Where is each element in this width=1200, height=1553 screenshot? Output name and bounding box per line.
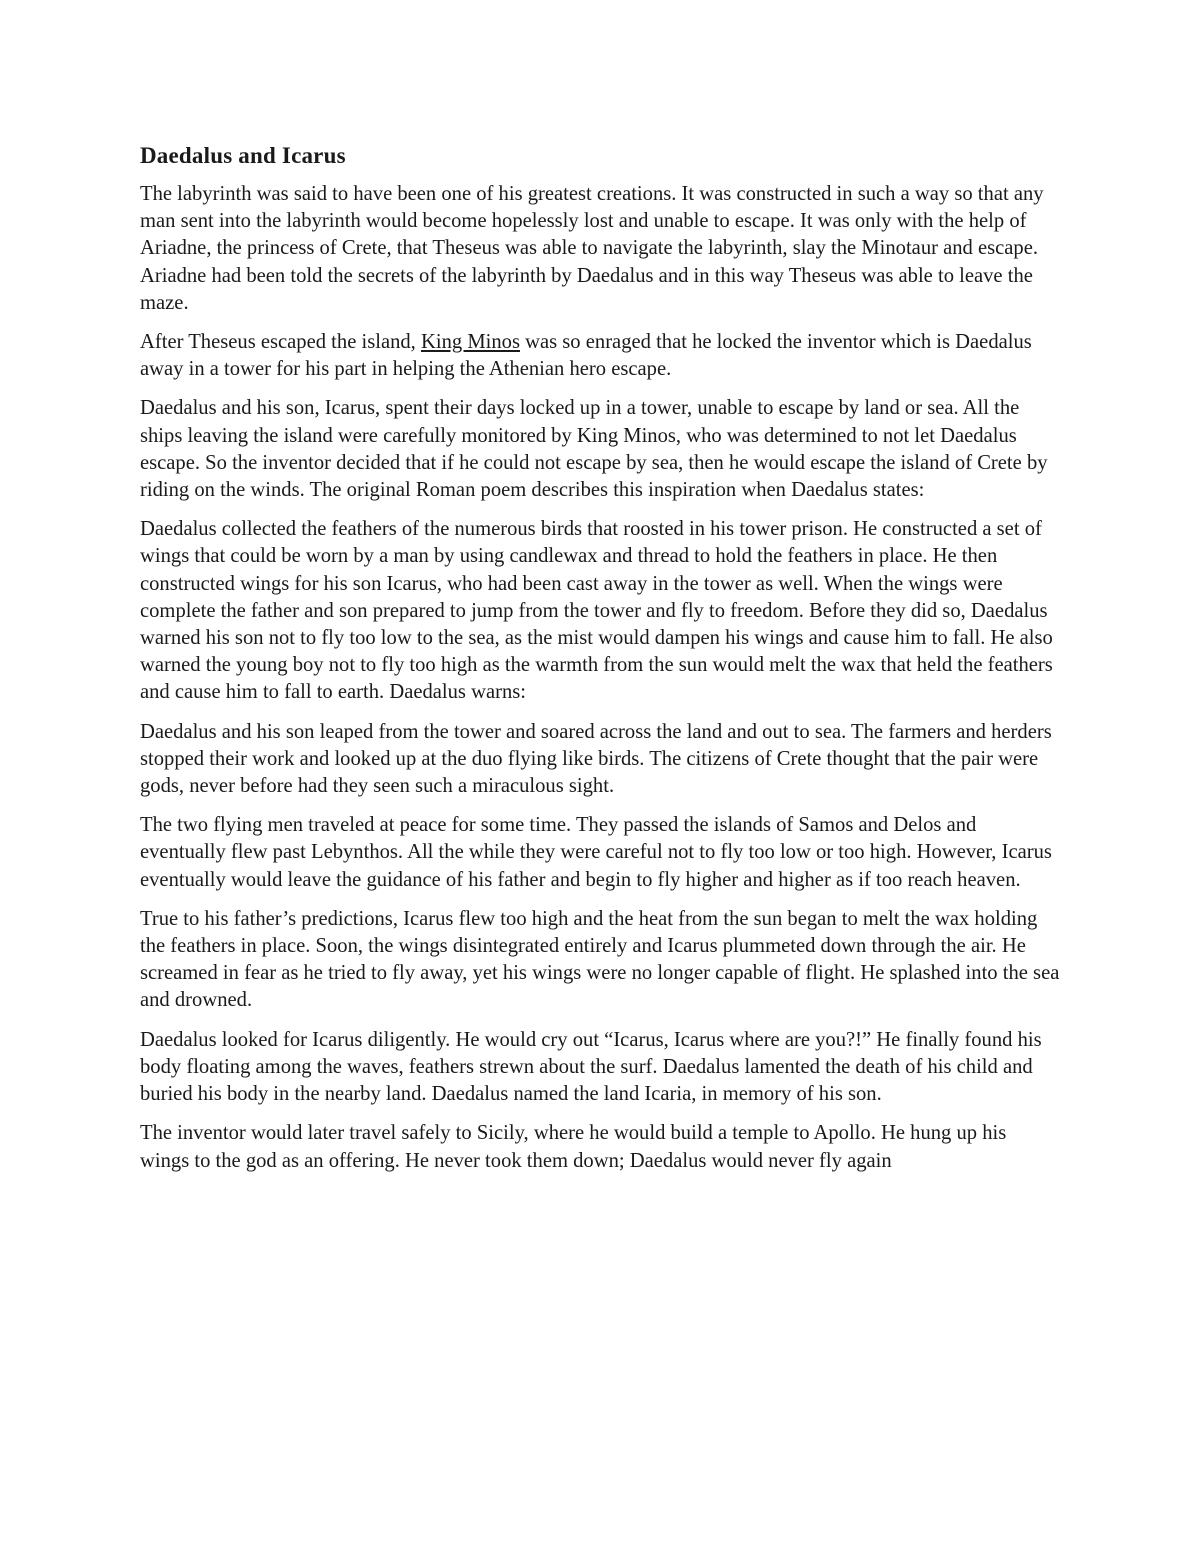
paragraph-fall: True to his father’s predictions, Icarus flew too high and the heat from the sun began to melt the wax holding the feathers in place. Soon, the wings disintegrated entirely and Icarus plummeted down through the air. He screamed in fear as he tried to fly away, yet his wings were no longer capable of flight. He splashed into the sea and drowned.: [140, 907, 1060, 1012]
paragraph-text-before-link: After Theseus escaped the island,: [140, 331, 421, 354]
document-title: Daedalus and Icarus: [140, 143, 346, 168]
king-minos-link[interactable]: King Minos: [420, 331, 520, 354]
document-page: [140, 140, 1060, 1187]
paragraph-text-after-link: was so enraged that he locked the inventor which is Daedalus away in a tower for his part in helping the Athenian hero escape.: [140, 331, 1032, 381]
paragraph-theseus-escape: [140, 329, 1060, 383]
paragraph-flight: Daedalus and his son leaped from the tower and soared across the land and out to sea. The farmers and herders stopped their work and looked up at the duo flying like birds. The citizens of Crete thought that the pair were gods, never before had they seen such a miraculous sight.: [140, 720, 1052, 798]
paragraph-islands: The two flying men traveled at peace for some time. They passed the islands of Samos and Delos and eventually flew past Lebynthos. All the while they were careful not to fly too low or too high. However, Icarus eventually would leave the guidance of his father and begin to fly higher and higher as if too reach heaven.: [140, 814, 1052, 891]
paragraph-search: Daedalus looked for Icarus diligently. He would cry out “Icarus, Icarus where are you?!” He finally found his body floating among the waves, feathers strewn about the surf. Daedalus lamented the death of his child and buried his body in the nearby land. Daedalus named the land Icaria, in memory of his son.: [140, 1028, 1042, 1106]
paragraph-wings-construction: Daedalus collected the feathers of the numerous birds that roosted in his tower prison. He constructed a set of wings that could be worn by a man by using candlewax and thread to hold the feathers in place. He then constructed wings for his son Icarus, who had been cast away in the tower as well. When the wings were complete the father and son prepared to jump from the tower and fly to freedom. Before they did so, Daedalus warned his son not to fly too low to the sea, as the mist would dampen his wings and cause him to fall. He also warned the young boy not to fly too high as the warmth from the sun would melt the wax that held the feathers and cause him to fall to earth. Daedalus warns:: [140, 518, 1053, 704]
paragraph-sicily: The inventor would later travel safely to Sicily, where he would build a temple to Apollo. He hung up his wings to the god as an offering. He never took them down; Daedalus would never fly again: [140, 1122, 1007, 1172]
paragraph-tower-prison: Daedalus and his son, Icarus, spent their days locked up in a tower, unable to escape by land or sea. All the ships leaving the island were carefully monitored by King Minos, who was determined to not let Daedalus escape. So the inventor decided that if he could not escape by sea, then he would escape the island of Crete by riding on the winds. The original Roman poem describes this inspiration when Daedalus states:: [140, 397, 1048, 502]
paragraph-labyrinth: The labyrinth was said to have been one of his greatest creations. It was constructed in such a way so that any man sent into the labyrinth would become hopelessly lost and unable to escape. It was only with the help of Ariadne, the princess of Crete, that Theseus was able to navigate the labyrinth, slay the Minotaur and escape. Ariadne had been told the secrets of the labyrinth by Daedalus and in this way Theseus was able to leave the maze.: [140, 183, 1044, 314]
